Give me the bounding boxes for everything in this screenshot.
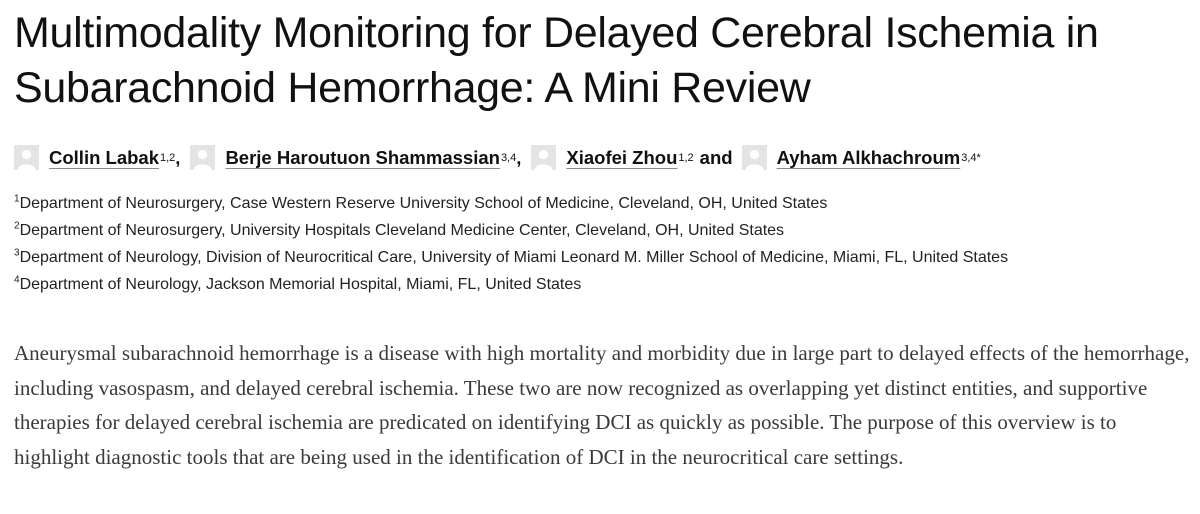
- author-conjunction: and: [699, 146, 733, 168]
- affiliation-list: [14, 190, 1008, 298]
- user-avatar-icon: [742, 145, 767, 170]
- affiliation-number: 1: [14, 193, 20, 205]
- author-name[interactable]: Xiaofei Zhou: [566, 146, 678, 168]
- affiliation-text: Department of Neurology, Division of Neurocritical Care, University of Miami Leonard M. Miller School of Medicine, Miami, FL, United States: [19, 249, 1009, 266]
- user-avatar-icon: [14, 145, 39, 170]
- affiliation-text: Department of Neurology, Jackson Memorial Hospital, Miami, FL, United States: [19, 276, 582, 293]
- affiliation-item: [14, 190, 1008, 217]
- affiliation-item: [14, 217, 1008, 244]
- author-ayham-alkhachroum[interactable]: Ayham Alkhachroum 3,4*: [742, 145, 981, 170]
- affiliation-text: Department of Neurosurgery, Case Western Reserve University School of Medicine, Cleveland, OH, United States: [19, 195, 828, 212]
- author-name[interactable]: Collin Labak: [49, 146, 159, 168]
- affiliation-text: Department of Neurosurgery, University Hospitals Cleveland Medicine Center, Cleveland, OH, United States: [19, 222, 785, 239]
- author-separator: ,: [175, 146, 181, 168]
- author-separator: ,: [516, 146, 522, 168]
- author-list: [14, 145, 981, 170]
- user-avatar-icon: [190, 145, 215, 170]
- affiliation-item: [14, 244, 1008, 271]
- affiliation-number: 4: [14, 274, 20, 286]
- author-xiaofei-zhou[interactable]: Xiaofei Zhou 1,2: [531, 145, 693, 170]
- article-header: [14, 0, 1194, 469]
- affiliation-number: 2: [14, 220, 20, 232]
- user-avatar-icon: [531, 145, 556, 170]
- affiliation-number: 3: [14, 247, 20, 259]
- abstract-paragraph: Aneurysmal subarachnoid hemorrhage is a disease with high mortality and morbidity due in large part to delayed effects of the hemorrhage, including vasospasm, and delayed cerebral ischemia. These two are now recognized as overlapping yet distinct entities, and supportive therapies for delayed cerebral ischemia are predicated on identifying DCI as quickly as possible. The purpose of this overview is to highlight diagnostic tools that are being used in the identification of DCI in the neurocritical care settings.: [14, 341, 1190, 469]
- author-berje-haroutuon-shammassian[interactable]: Berje Haroutuon Shammassian 3,4: [190, 145, 516, 170]
- author-collin-labak[interactable]: Collin Labak 1,2: [14, 145, 175, 170]
- author-name[interactable]: Berje Haroutuon Shammassian: [225, 146, 500, 168]
- article-title: Multimodality Monitoring for Delayed Cerebral Ischemia in Subarachnoid Hemorrhage: A Mini Review: [14, 9, 1099, 112]
- author-name[interactable]: Ayham Alkhachroum: [776, 146, 961, 168]
- affiliation-item: [14, 271, 1008, 298]
